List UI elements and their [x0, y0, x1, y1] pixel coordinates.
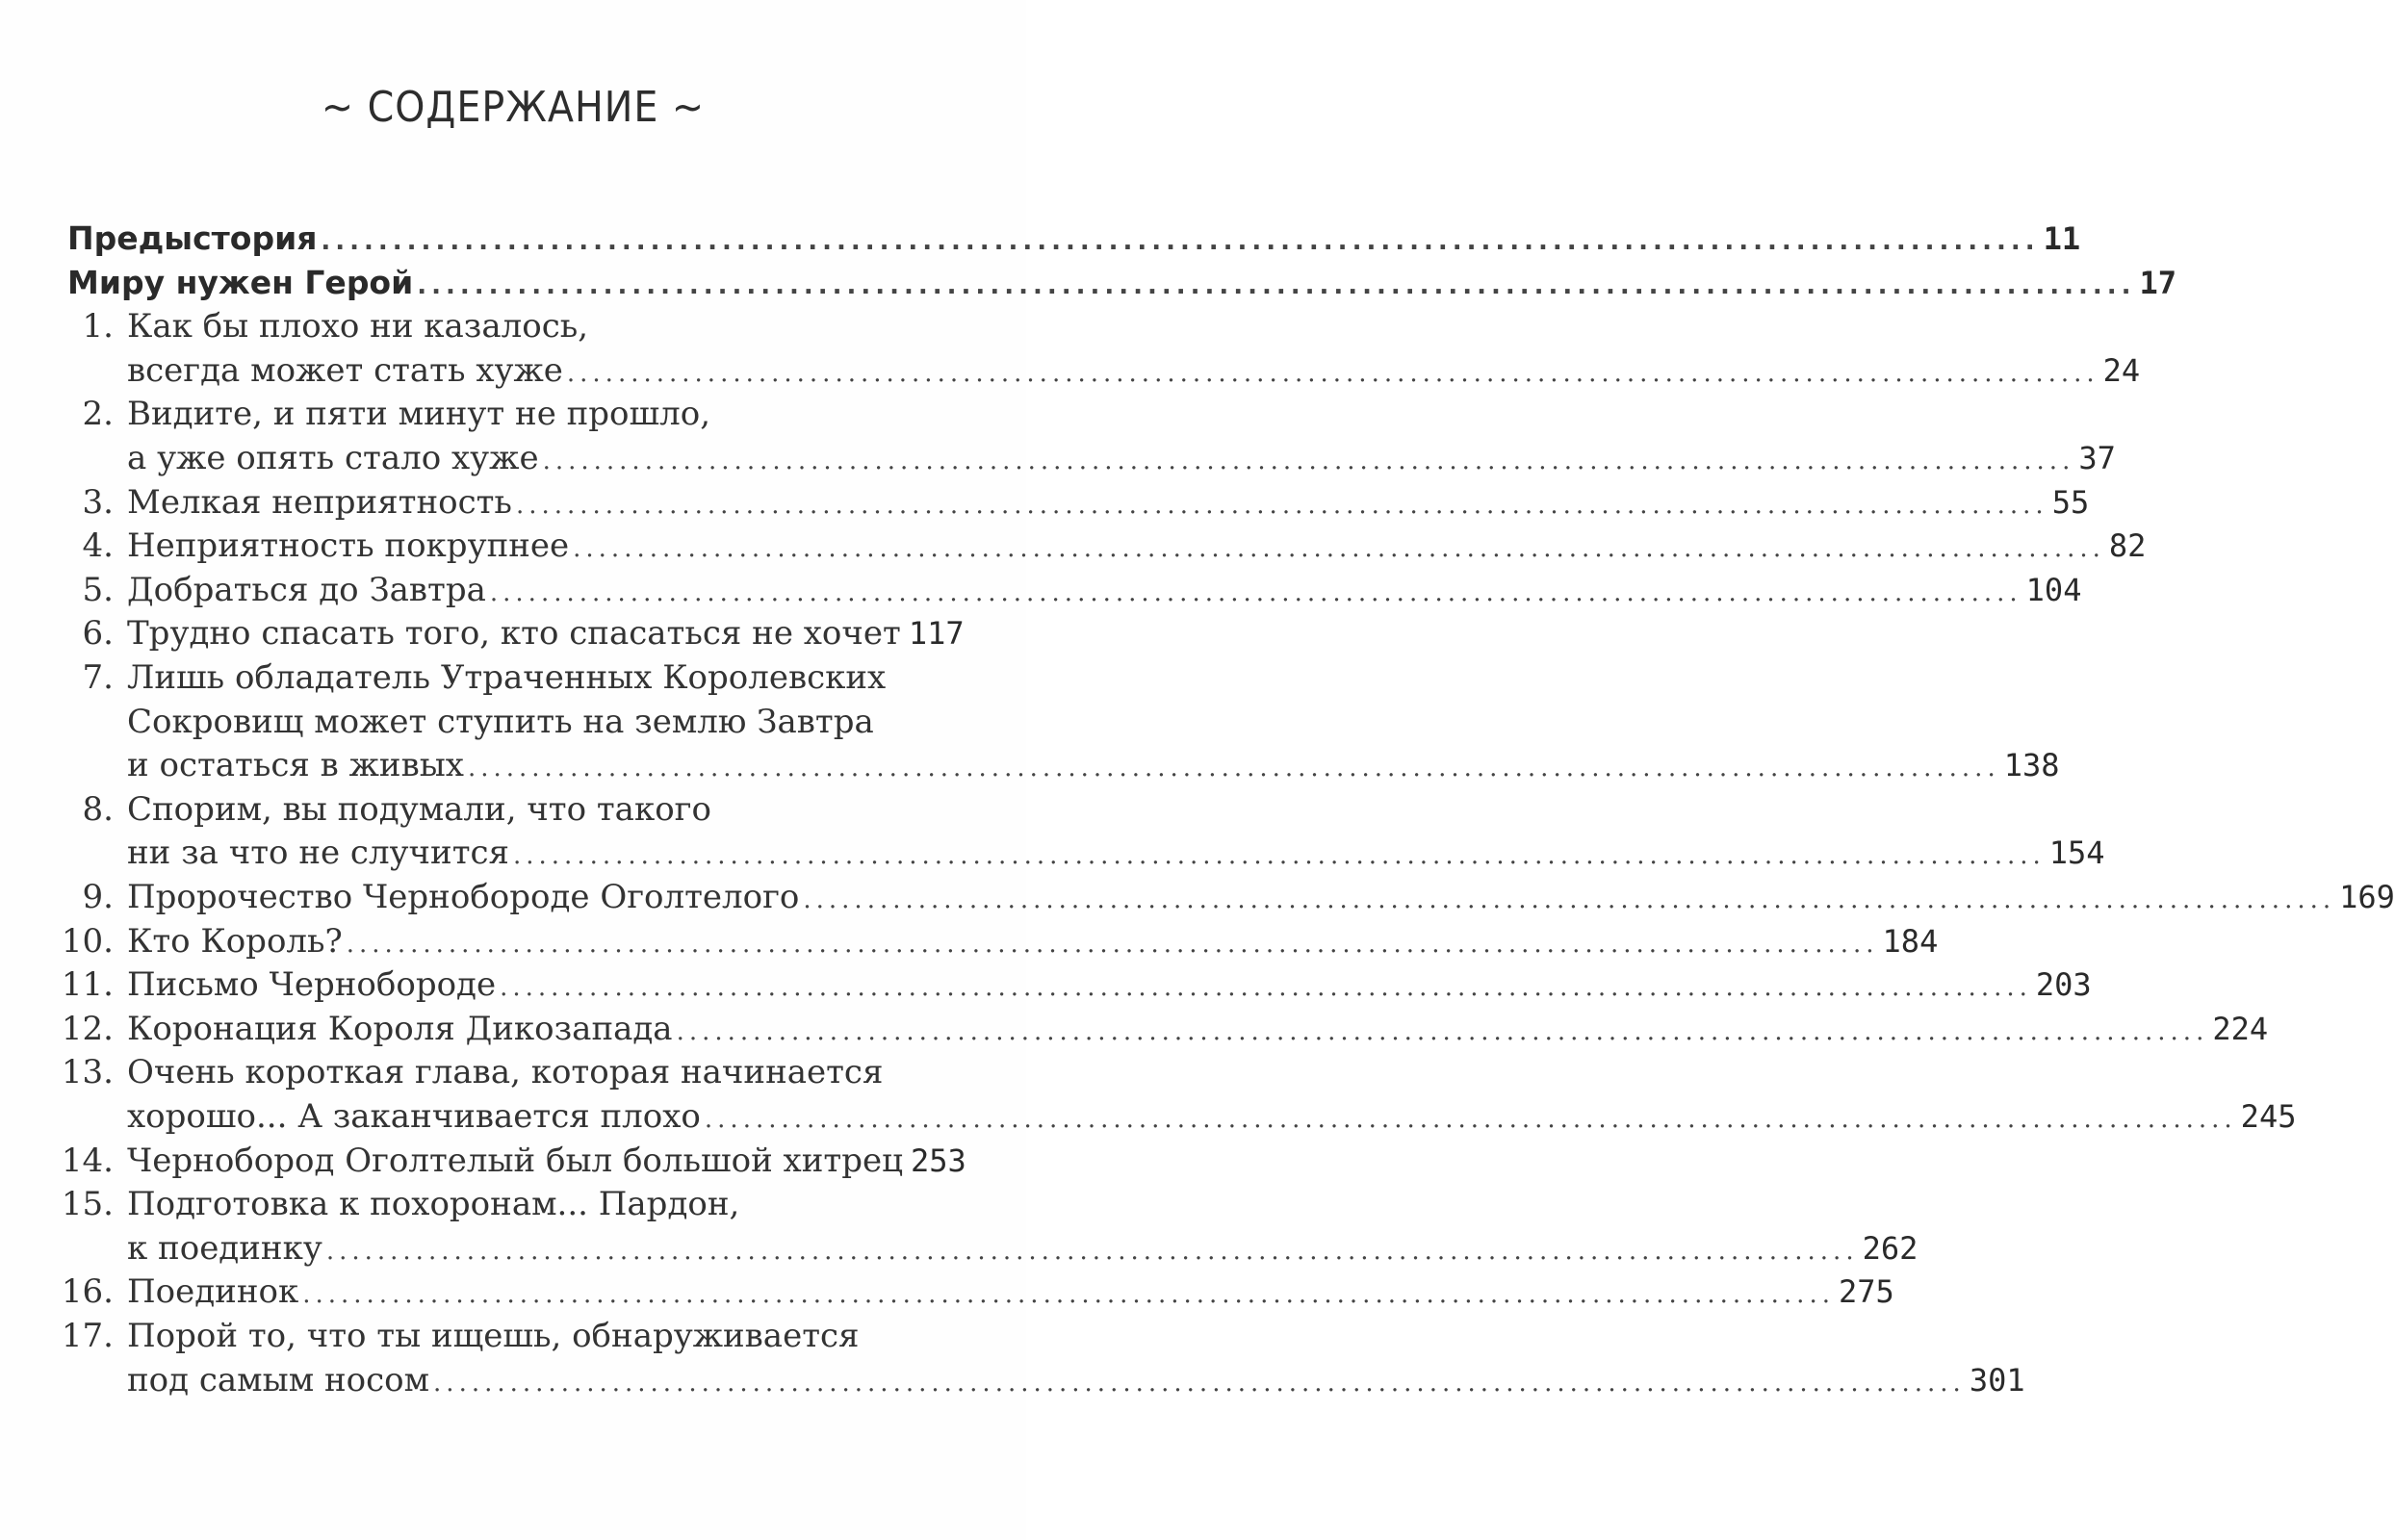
leader-dots: ........................................................................................................................	[302, 1280, 1835, 1310]
leader-dots: ........................................................................................................................	[346, 929, 1879, 959]
chapter-number: 12.	[61, 1009, 114, 1048]
toc-chapter-line	[0, 481, 2090, 524]
chapter-number: 6.	[82, 614, 114, 654]
toc-chapter-line	[0, 1270, 1894, 1313]
leader-dots: ........................................................................................................................	[489, 578, 2022, 607]
chapter-number: 15.	[61, 1185, 114, 1224]
chapter-title: хорошо... А заканчивается плохо	[127, 1097, 701, 1136]
chapter-title: Добраться до Завтра	[127, 570, 486, 609]
page-number: 55	[2051, 483, 2090, 521]
chapter-number: 8.	[82, 789, 114, 829]
toc-section-line	[0, 218, 2081, 260]
leader-dots: ........................................................................................................................	[542, 447, 2075, 475]
toc-chapter-line	[0, 788, 1026, 831]
chapter-title: ни за что не случится	[127, 834, 509, 873]
chapter-number: 17.	[61, 1317, 114, 1355]
toc-chapter-line	[0, 569, 2082, 611]
chapter-number: 16.	[61, 1272, 114, 1312]
chapter-title: Спорим, вы подумали, что такого	[127, 789, 711, 829]
chapter-title: Видите, и пяти минут не прошло,	[127, 395, 711, 434]
chapter-title: к поединку	[127, 1228, 322, 1268]
page-number: 154	[2048, 834, 2105, 872]
toc-chapter-line	[0, 1359, 2025, 1401]
page-number: 203	[2035, 966, 2092, 1004]
chapter-title: Трудно спасать того, кто спасаться не хочет	[127, 614, 901, 654]
chapter-number: 5.	[82, 570, 114, 609]
page-number: 253	[910, 1142, 966, 1179]
page-number: 184	[1882, 922, 1939, 960]
chapter-number: 7.	[82, 658, 114, 697]
chapter-title: Сокровищ может ступить на землю Завтра	[127, 702, 874, 741]
chapter-title: Порой то, что ты ищешь, обнаруживается	[127, 1317, 860, 1355]
toc-chapter-line	[0, 1227, 1919, 1270]
toc-section-line	[0, 262, 2176, 304]
chapter-number: 3.	[82, 482, 114, 522]
page-number: 37	[2078, 440, 2116, 476]
chapter-title: Очень короткая глава, которая начинается	[127, 1053, 884, 1092]
leader-dots: ........................................................................................................................	[467, 754, 2000, 783]
chapter-title: Кто Король?	[127, 921, 343, 961]
page-title: ~ СОДЕРЖАНИЕ ~	[321, 83, 706, 132]
toc-chapter-line	[0, 744, 2060, 786]
page-number: 169	[2339, 879, 2395, 915]
chapter-number: 10.	[61, 921, 114, 961]
chapter-number: 14.	[61, 1141, 114, 1180]
chapter-title: всегда может стать хуже	[127, 350, 563, 390]
chapter-title: Предыстория	[67, 219, 318, 257]
chapter-title: и остаться в живых	[127, 746, 464, 785]
chapter-title: Как бы плохо ни казалось,	[127, 307, 589, 346]
chapter-number: 2.	[82, 395, 114, 434]
toc-chapter-line	[0, 701, 1026, 743]
chapter-title: под самым носом	[127, 1360, 430, 1399]
page-number: 138	[2003, 747, 2060, 784]
chapter-number: 4.	[82, 526, 114, 566]
leader-dots: ........................................................................................................................	[803, 886, 2336, 914]
chapter-title: а уже опять стало хуже	[127, 439, 539, 477]
leader-dots: ........................................................................................................................	[515, 490, 2048, 520]
toc-chapter-line	[0, 656, 1026, 699]
chapter-title: Лишь обладатель Утраченных Королевских	[127, 658, 887, 697]
toc-chapter-line	[0, 963, 2092, 1006]
page-number: 224	[2212, 1010, 2269, 1047]
chapter-title: Миру нужен Герой	[67, 263, 414, 301]
toc-chapter-line	[0, 876, 2395, 918]
leader-dots: ........................................................................................................................	[573, 534, 2105, 564]
toc-chapter-line	[0, 612, 1026, 654]
toc-chapter-line	[0, 1051, 1026, 1093]
page-number: 17	[2139, 264, 2176, 301]
leader-dots: ........................................................................................................................	[433, 1368, 1966, 1398]
page-number: 117	[908, 615, 965, 653]
chapter-title: Подготовка к похоронам... Пардон,	[127, 1185, 740, 1224]
chapter-title: Чернобород Оголтелый был большой хитрец	[127, 1141, 903, 1180]
chapter-number: 9.	[82, 878, 114, 916]
page-number: 104	[2025, 571, 2082, 608]
leader-dots: ........................................................................................................................	[566, 358, 2099, 388]
leader-dots: ........................................................................................................................	[321, 227, 2040, 256]
toc-chapter-line	[0, 1183, 1026, 1225]
chapter-number: 11.	[61, 965, 114, 1005]
chapter-number: 1.	[82, 307, 114, 346]
chapter-title: Письмо Чернобороде	[127, 965, 497, 1005]
toc-chapter-line	[0, 437, 2116, 479]
page-number: 82	[2108, 527, 2147, 565]
toc-chapter-line	[0, 1095, 2297, 1138]
leader-dots: ........................................................................................................................	[417, 270, 2136, 300]
chapter-title: Поединок	[127, 1272, 299, 1312]
leader-dots: ........................................................................................................................	[513, 841, 2046, 871]
chapter-title: Пророчество Чернобороде Оголтелого	[127, 878, 800, 916]
leader-dots: ........................................................................................................................	[704, 1105, 2237, 1134]
toc-chapter-line	[0, 832, 2105, 874]
toc-chapter-line	[0, 349, 2141, 392]
chapter-title: Мелкая неприятность	[127, 482, 512, 522]
chapter-number: 13.	[61, 1053, 114, 1092]
page-number: 11	[2043, 220, 2081, 257]
leader-dots: ........................................................................................................................	[325, 1236, 1859, 1266]
toc-chapter-line	[0, 525, 2147, 567]
toc-chapter-line	[0, 393, 1026, 435]
toc-chapter-line	[0, 305, 1026, 347]
leader-dots: ........................................................................................................................	[500, 973, 2032, 1003]
page-number: 275	[1838, 1273, 1894, 1311]
toc-chapter-line	[0, 1315, 1026, 1357]
page-number: 24	[2102, 351, 2141, 389]
chapter-title: Коронация Короля Дикозапада	[127, 1009, 673, 1048]
toc-chapter-line	[0, 1140, 1026, 1182]
leader-dots: ........................................................................................................................	[676, 1016, 2209, 1046]
chapter-title: Неприятность покрупнее	[127, 526, 570, 566]
toc-chapter-line	[0, 920, 1939, 962]
page-number: 245	[2240, 1098, 2297, 1135]
toc-chapter-line	[0, 1008, 2269, 1050]
page-number: 262	[1862, 1229, 1919, 1267]
page-number: 301	[1969, 1361, 2025, 1399]
